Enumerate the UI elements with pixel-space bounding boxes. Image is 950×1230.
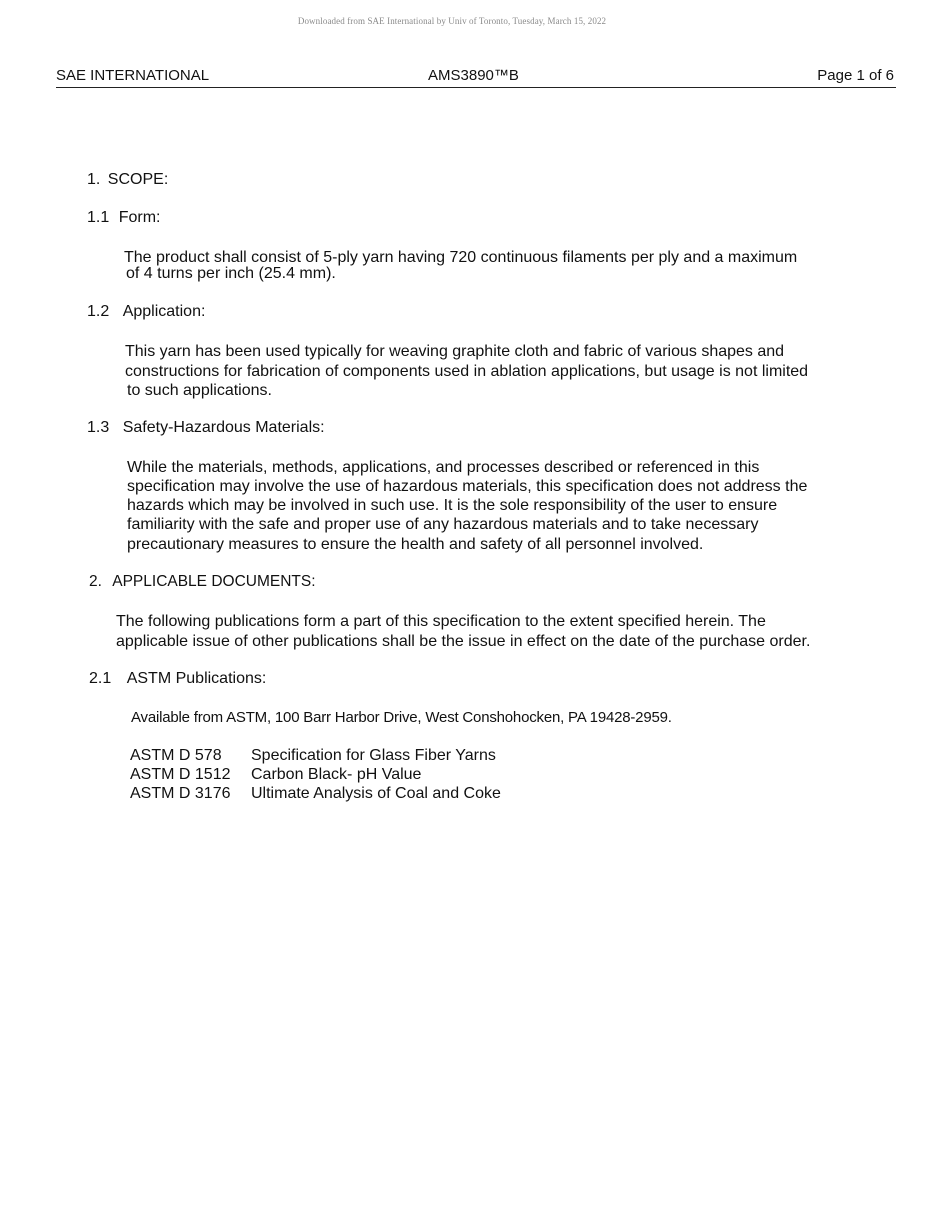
paragraph-line: This yarn has been used typically for weaving graphite cloth and fabric of various shapes and: [125, 343, 785, 360]
form-paragraph: [124, 248, 797, 283]
paragraph-line: While the materials, methods, applications, and processes described or referenced in this: [127, 459, 760, 476]
section-heading-safety: [87, 418, 325, 437]
section-number: 1.1: [87, 209, 110, 226]
paragraph-line: precautionary measures to ensure the health and safety of all personnel involved.: [127, 536, 704, 553]
section-title: SCOPE:: [107, 171, 169, 188]
paragraph-line: familiarity with the safe and proper use of any hazardous materials and to take necessary: [127, 516, 759, 533]
paragraph-line: specification may involve the use of hazardous materials, this specification does not address the: [127, 478, 808, 495]
reference-row: [130, 746, 501, 765]
reference-code: ASTM D 578: [130, 747, 222, 764]
safety-paragraph: [127, 458, 807, 554]
astm-availability-note: Available from ASTM, 100 Barr Harbor Drive, West Conshohocken, PA 19428-2959.: [131, 709, 672, 726]
reference-title: Ultimate Analysis of Coal and Coke: [251, 785, 501, 802]
page-header: [56, 67, 896, 88]
reference-code: ASTM D 3176: [130, 785, 231, 802]
section-title: Safety-Hazardous Materials:: [122, 419, 325, 436]
section-heading-applicable-documents: [89, 572, 316, 591]
reference-list: [130, 746, 501, 803]
section-title: Form:: [118, 209, 161, 226]
reference-row: [130, 784, 501, 803]
section-heading-scope: [87, 170, 168, 189]
section-number: 2.: [89, 573, 102, 590]
reference-row: [130, 765, 501, 784]
paragraph-line: to such applications.: [127, 382, 272, 399]
section-title: APPLICABLE DOCUMENTS:: [112, 573, 316, 590]
application-paragraph: [125, 342, 808, 400]
paragraph-line: constructions for fabrication of components used in ablation applications, but usage is not limited: [125, 363, 809, 380]
paragraph-line: The following publications form a part of this specification to the extent specified herein. The: [116, 613, 766, 630]
document-number: AMS3890™B: [428, 67, 519, 84]
paragraph-line: of 4 turns per inch (25.4 mm).: [126, 265, 336, 282]
section-number: 1.3: [87, 419, 110, 436]
publisher-name: SAE INTERNATIONAL: [56, 67, 210, 84]
reference-title: Carbon Black- pH Value: [251, 766, 422, 783]
download-watermark: Downloaded from SAE International by Univ of Toronto, Tuesday, March 15, 2022: [297, 16, 607, 26]
section-title: ASTM Publications:: [126, 670, 267, 687]
page-indicator: Page 1 of 6: [817, 67, 894, 84]
paragraph-line: The product shall consist of 5-ply yarn having 720 continuous filaments per ply and a maximum: [124, 249, 798, 266]
section-number: 1.2: [87, 303, 110, 320]
paragraph-line: applicable issue of other publications shall be the issue in effect on the date of the purchase order.: [116, 633, 811, 650]
section-heading-astm-publications: [89, 669, 266, 688]
section-heading-application: [87, 302, 205, 321]
section-heading-form: [87, 208, 160, 227]
section-title: Application:: [122, 303, 206, 320]
section-number: 1.: [87, 171, 101, 188]
reference-title: Specification for Glass Fiber Yarns: [251, 747, 496, 764]
section-number: 2.1: [89, 670, 112, 687]
paragraph-line: hazards which may be involved in such use. It is the sole responsibility of the user to ensure: [127, 497, 778, 514]
applicable-documents-paragraph: [116, 612, 810, 651]
reference-code: ASTM D 1512: [130, 766, 231, 783]
